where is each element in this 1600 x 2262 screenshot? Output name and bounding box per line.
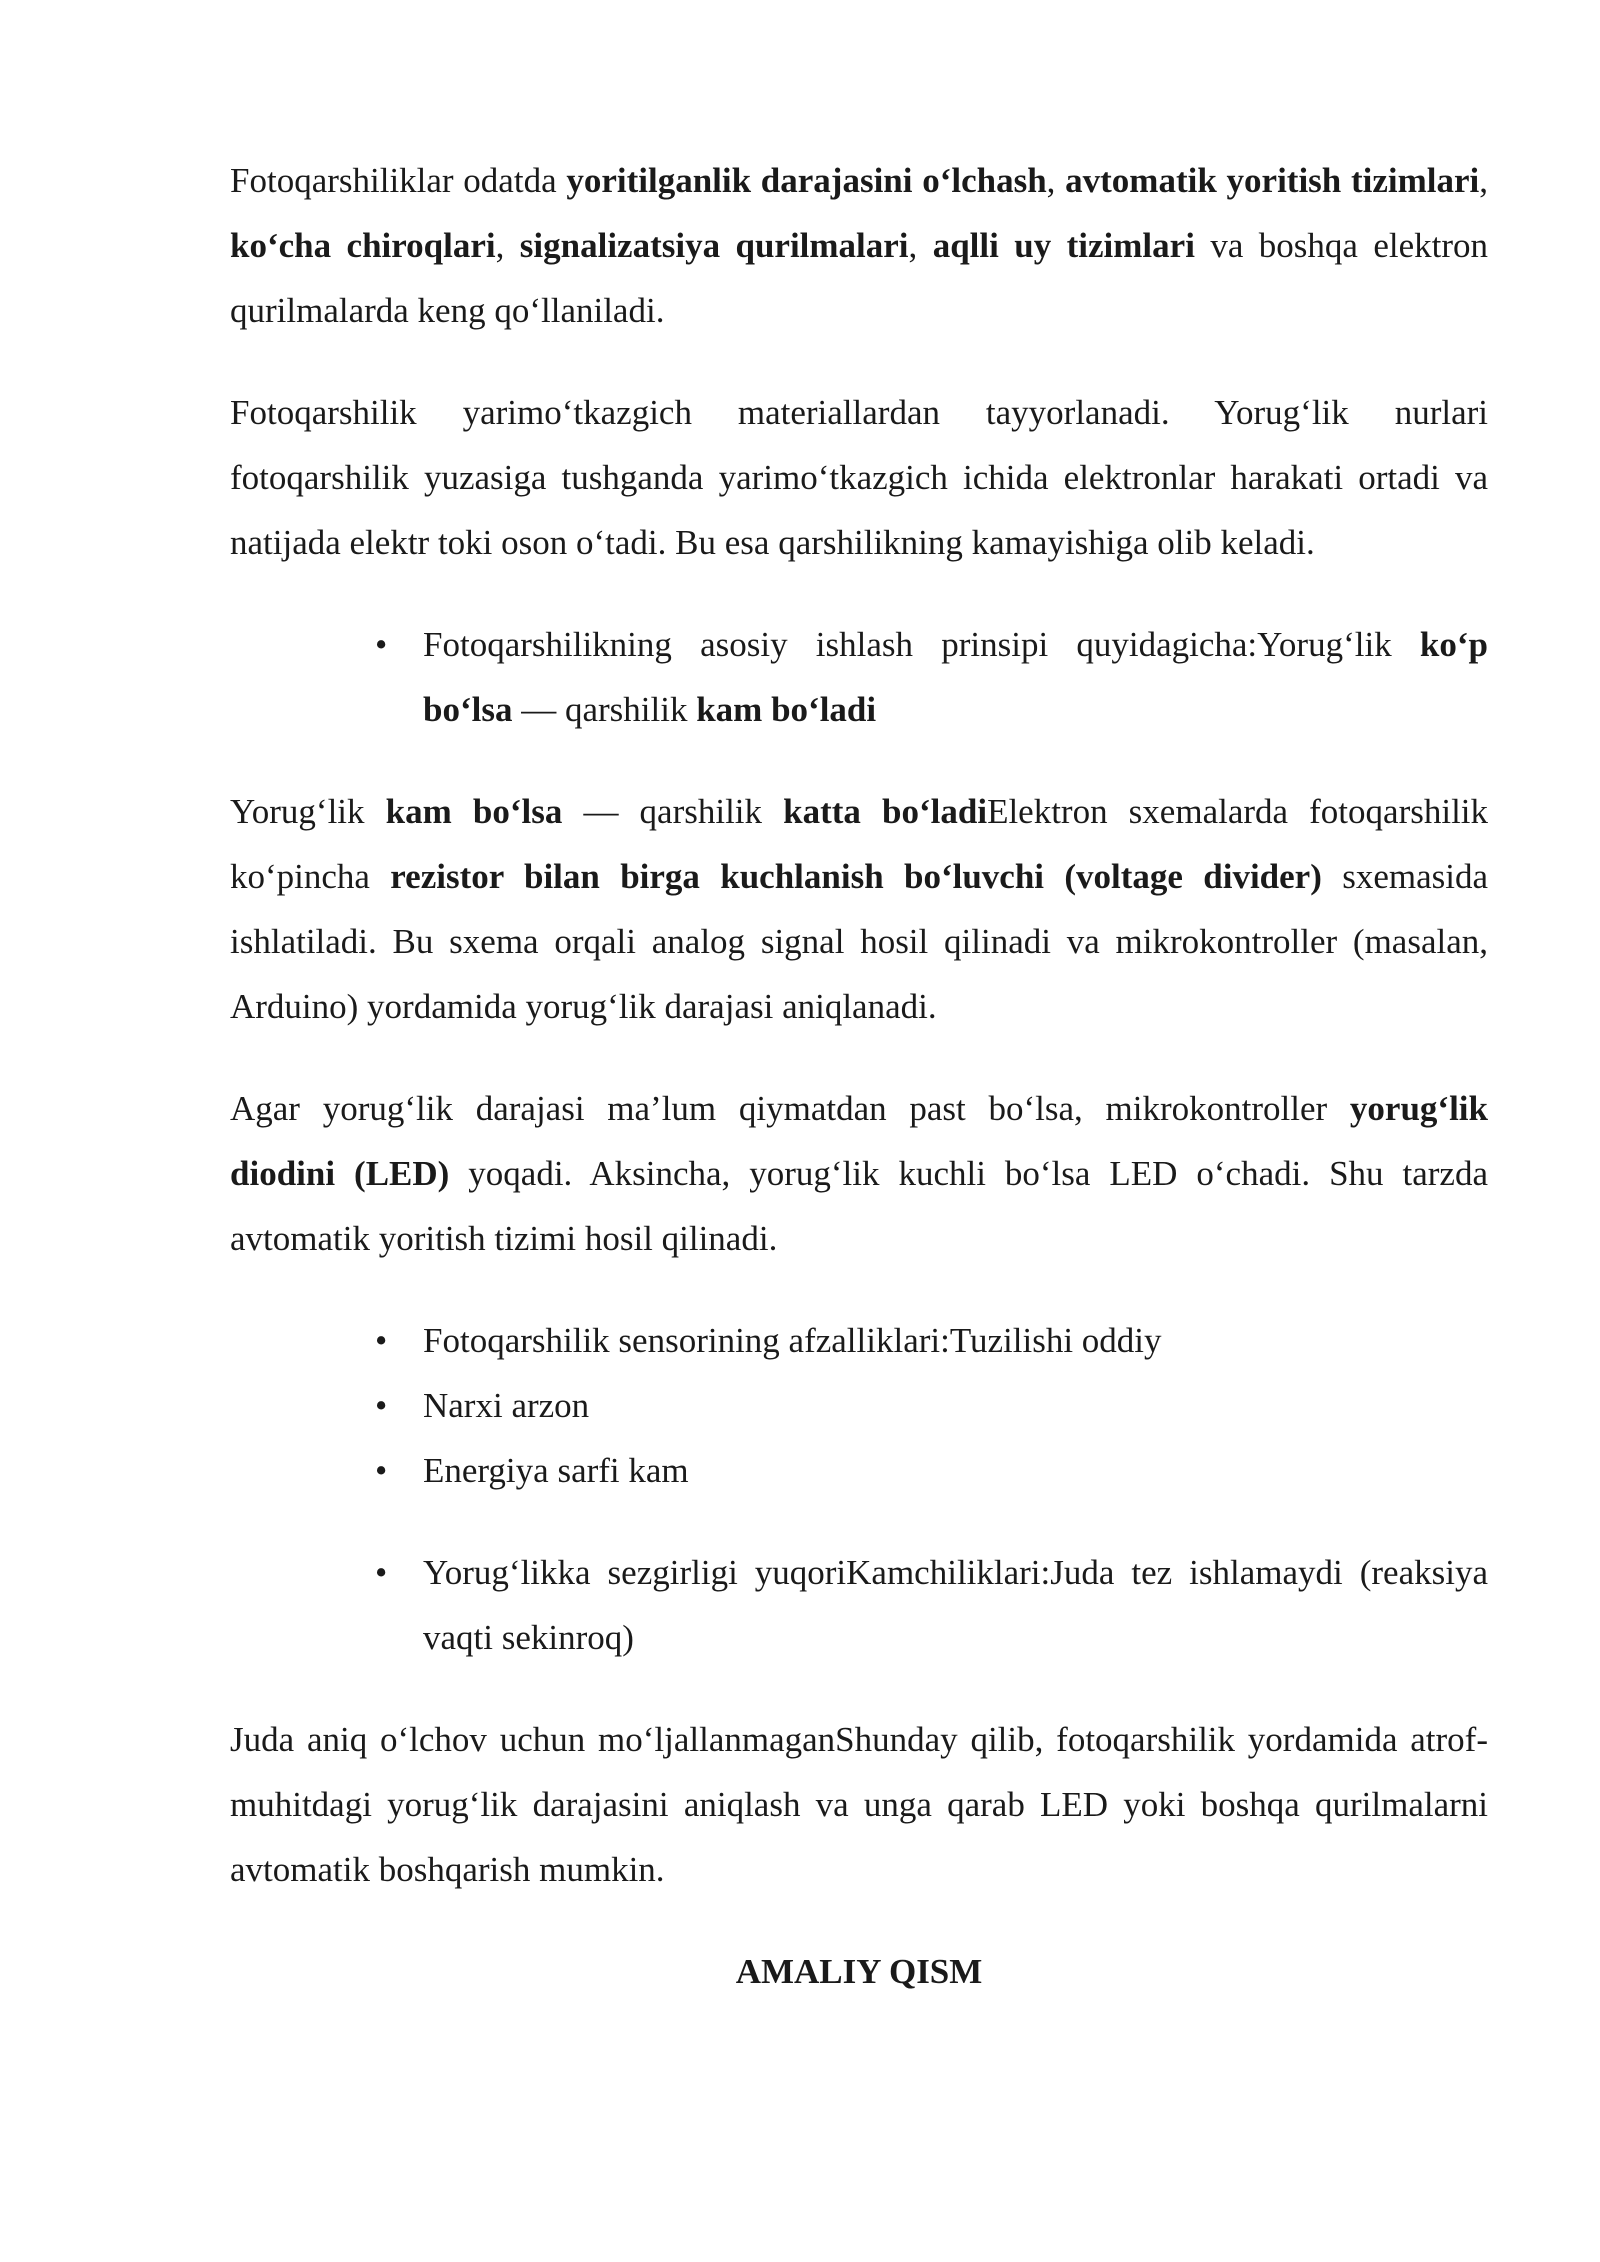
paragraph-text: va boshqa elektron qurilmalarda keng qo‘llaniladi.: [230, 226, 1489, 330]
paragraph-text: Yorug‘lik: [230, 792, 386, 831]
list-item: [375, 1438, 1488, 1503]
list-item-text: Fotoqarshilik sensorining afzalliklari:Tuzilishi oddiy: [423, 1321, 1162, 1360]
bold-term: kam bo‘lsa: [385, 792, 563, 831]
list-item-text: Yorug‘likka sezgirligi yuqoriKamchiliklari:Juda tez ishlamaydi (reaksiya vaqti sekinroq): [423, 1553, 1488, 1657]
bullet-list-pros-cons: [230, 1308, 1488, 1670]
bold-term: avtomatik yoritish tizimlari: [1065, 161, 1480, 200]
bullet-icon: •: [375, 1451, 388, 1490]
paragraph-text: Fotoqarshiliklar odatda: [230, 161, 567, 200]
list-item-text: — qarshilik: [512, 690, 697, 729]
list-item: [375, 1540, 1488, 1670]
list-item-text: Fotoqarshilikning asosiy ishlash prinsipi quyidagicha:Yorug‘lik: [423, 625, 1420, 664]
bullet-icon: •: [375, 1553, 388, 1592]
paragraph-text: — qarshilik: [562, 792, 784, 831]
paragraph-led-control: [230, 1076, 1488, 1271]
bold-term: katta bo‘ladi: [783, 792, 988, 831]
list-item-text: Narxi arzon: [423, 1386, 590, 1425]
paragraph-applications: [230, 148, 1488, 343]
bold-term: aqlli uy tizimlari: [932, 226, 1195, 265]
bold-term: signalizatsiya qurilmalari: [519, 226, 909, 265]
bullet-icon: •: [375, 625, 388, 664]
bold-term: yoritilganlik darajasini o‘lchash: [566, 161, 1047, 200]
paragraph-text: ,: [495, 226, 520, 265]
bullet-icon: •: [375, 1386, 388, 1425]
bold-term: rezistor bilan birga kuchlanish bo‘luvchi (voltage divider): [390, 857, 1322, 896]
paragraph-conclusion: [230, 1707, 1488, 1902]
paragraph-text: Agar yorug‘lik darajasi ma’lum qiymatdan past bo‘lsa, mikrokontroller: [230, 1089, 1350, 1128]
bold-term: ko‘p bo‘lsa: [423, 625, 1488, 729]
paragraph-text: Juda aniq o‘lchov uchun mo‘ljallanmaganShunday qilib, fotoqarshilik yordamida atrof-muhitdagi yorug‘lik darajasini aniqlash va unga qarab LED yoki boshqa qurilmalarni avtomatik boshqarish mumkin.: [230, 1720, 1488, 1889]
paragraph-material: [230, 380, 1488, 575]
paragraph-text: Elektron sxemalarda fotoqarshilik ko‘pincha: [230, 792, 1489, 896]
bold-term: kam bo‘ladi: [696, 690, 877, 729]
list-item: [375, 1373, 1488, 1438]
paragraph-text: Fotoqarshilik yarimo‘tkazgich materiallardan tayyorlanadi. Yorug‘lik nurlari fotoqarshilik yuzasiga tushganda yarimo‘tkazgich ichida elektronlar harakati ortadi va natijada elektr toki oson o‘tadi. Bu esa qarshilikning kamayishiga olib keladi.: [230, 393, 1488, 562]
list-item: [375, 612, 1488, 742]
list-item: [375, 1308, 1488, 1373]
section-heading: AMALIY QISM: [735, 1952, 983, 1991]
bullet-icon: •: [375, 1321, 388, 1360]
paragraph-text: yoqadi. Aksincha, yorug‘lik kuchli bo‘lsa LED o‘chadi. Shu tarzda avtomatik yoritish tizimi hosil qilinadi.: [230, 1154, 1488, 1258]
document-page: [230, 148, 1488, 2004]
bullet-list-principle: [230, 612, 1488, 742]
paragraph-text: ,: [1046, 161, 1066, 200]
paragraph-text: sxemasida ishlatiladi. Bu sxema orqali analog signal hosil qilinadi va mikrokontroller (masalan, Arduino) yordamida yorug‘lik darajasi aniqlanadi.: [230, 857, 1488, 1026]
list-item-text: Energiya sarfi kam: [423, 1451, 689, 1490]
bold-term: ko‘cha chiroqlari: [230, 226, 496, 265]
paragraph-text: ,: [908, 226, 933, 265]
paragraph-text: ,: [1479, 161, 1489, 200]
paragraph-voltage-divider: [230, 779, 1488, 1039]
bold-term: yorug‘lik diodini (LED): [230, 1089, 1488, 1193]
